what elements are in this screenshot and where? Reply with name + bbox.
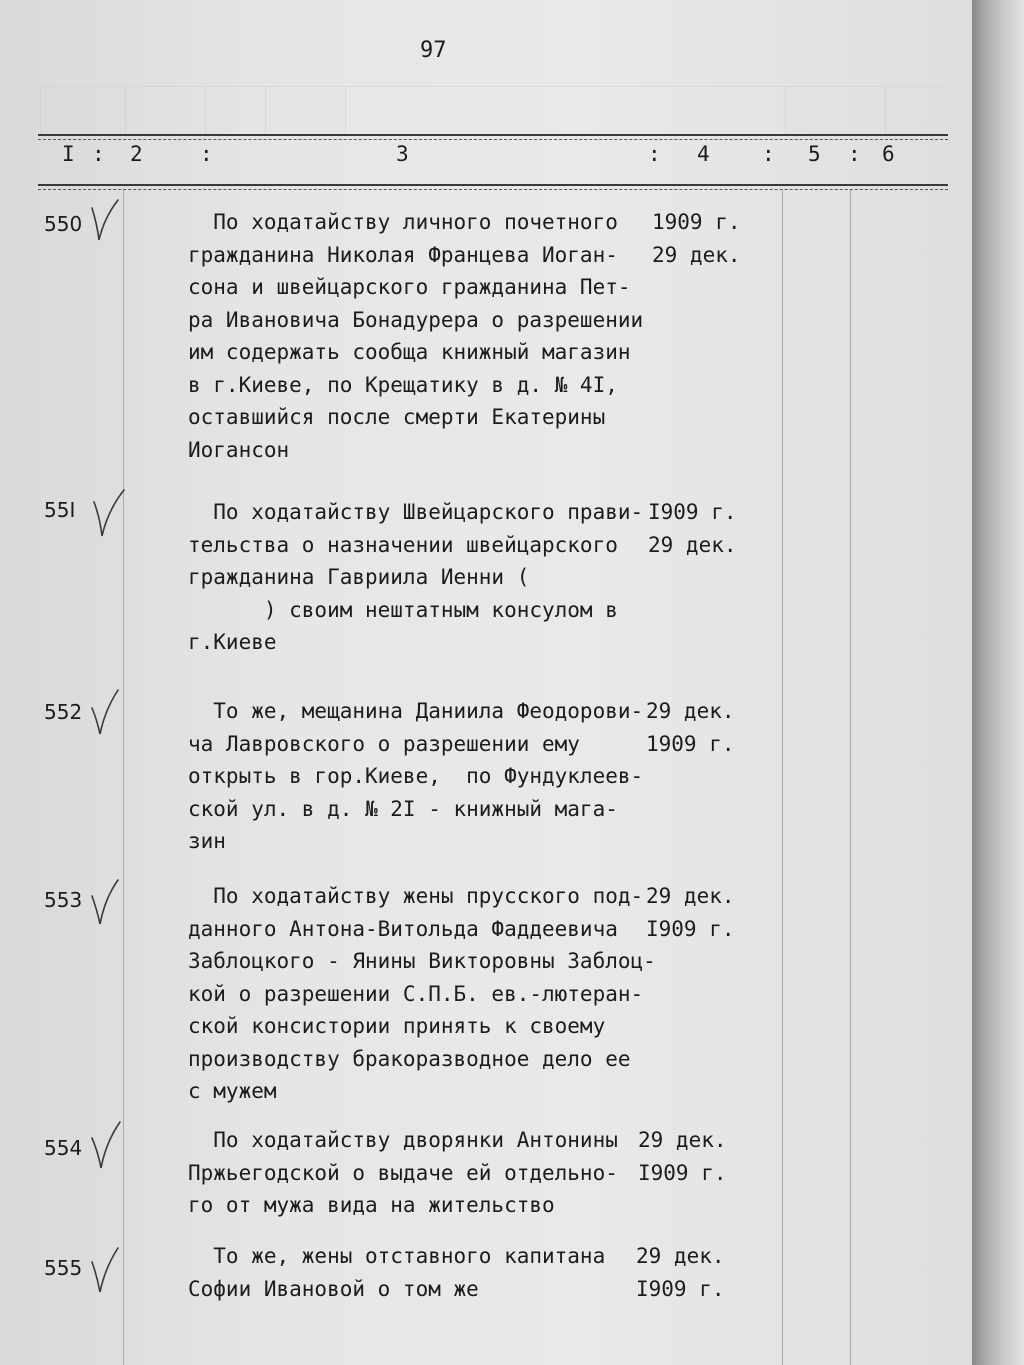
entry-description: То же, мещанина Даниила Феодорови- ча Лавровского о разрешении ему открыть в гор.Киеве, по Фундуклеев- ской ул. в д. № 2I - книжный мага- зин	[188, 699, 644, 853]
entry-number: 552	[44, 700, 83, 724]
col-separator: :	[200, 142, 213, 166]
col-separator: :	[92, 142, 105, 166]
entry-number: 55I	[44, 498, 76, 522]
header-rule-top	[38, 134, 948, 136]
page-edge-shadow	[972, 0, 1024, 1365]
checkmark-icon	[88, 1120, 124, 1172]
entry-date: I909 г. 29 дек.	[648, 500, 737, 557]
column-line	[850, 190, 851, 1365]
entry-date: 29 дек. I909 г.	[646, 884, 735, 941]
page-number: 97	[420, 38, 447, 63]
entry-date: 29 дек. I909 г.	[636, 1244, 725, 1301]
entry-description: По ходатайству жены прусского под- данного Антона-Витольда Фаддеевича Заблоцкого - Янины Викторовны Заблоц- кой о разрешении С.П.Б. ев.-лютеран- ской консистории принять к своему производству бракоразводное дело ее с мужем	[188, 884, 656, 1103]
entry-number: 555	[44, 1256, 83, 1280]
entry-description: По ходатайству дворянки Антонины Пржьегодской о выдаче ей отдельно- го от мужа вида на жительство	[188, 1128, 618, 1217]
checkmark-icon	[88, 1246, 122, 1296]
column-line	[123, 190, 124, 1365]
col-separator: :	[848, 142, 861, 166]
entry-date: 29 дек. I909 г.	[638, 1128, 727, 1185]
entry-description: То же, жены отставного капитана Софии Ивановой о том же	[188, 1244, 606, 1301]
header-rule-bottom-dashed	[38, 189, 948, 190]
entry-description: По ходатайству личного почетного гражданина Николая Францева Иоган- сона и швейцарского гражданина Пет- ра Ивановича Бонадурера о разрешении им содержать сообща книжный магазин в г.Киеве, по Крещатику в д. № 4I, оставшийся после смерти Екатерины Иогансон	[188, 210, 644, 462]
column-line	[782, 190, 783, 1365]
col-separator: :	[648, 142, 661, 166]
col-header-4: 4	[697, 142, 710, 166]
header-rule-bottom	[38, 184, 948, 186]
col-header-2: 2	[130, 142, 143, 166]
col-header-1: I	[62, 142, 75, 166]
col-header-6: 6	[882, 142, 895, 166]
checkmark-icon	[88, 198, 122, 244]
entry-date: 1909 г. 29 дек.	[652, 210, 741, 267]
checkmark-icon	[88, 488, 128, 540]
entry-number: 554	[44, 1136, 83, 1160]
col-header-3: 3	[396, 142, 409, 166]
checkmark-icon	[88, 688, 122, 738]
header-rule-top-dashed	[38, 139, 948, 140]
col-header-5: 5	[808, 142, 821, 166]
entry-date: 29 дек. 1909 г.	[646, 699, 735, 756]
col-separator: :	[762, 142, 775, 166]
checkmark-icon	[88, 876, 122, 928]
faded-form-header	[40, 86, 945, 135]
entry-number: 550	[44, 212, 83, 236]
entry-description: По ходатайству Швейцарского прави- тельства о назначении швейцарского гражданина Гавриила Иенни ( ) своим нештатным консулом в г.Киеве	[188, 500, 644, 654]
entry-number: 553	[44, 888, 83, 912]
